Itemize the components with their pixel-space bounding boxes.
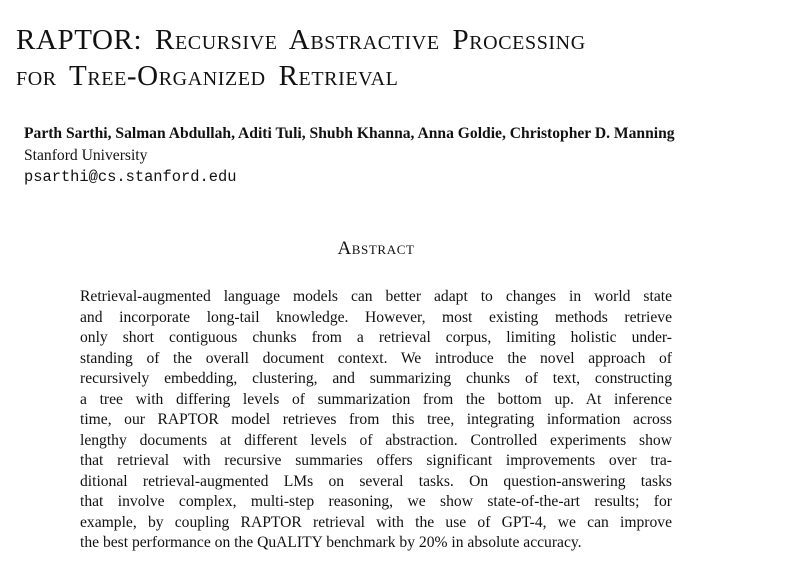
paper-title (16, 22, 786, 94)
affiliation: Stanford University (24, 147, 148, 164)
abstract-line: time, our RAPTOR model retrieves from this tree, integrating information across (80, 411, 672, 428)
abstract-line: and incorporate long-tail knowledge. However, most existing methods retrieve (80, 308, 672, 326)
title-line-2: for Tree-Organized Retrieval (16, 60, 399, 92)
abstract-line: the best performance on the QuALITY benchmark by 20% in absolute accuracy. (80, 534, 582, 551)
abstract-line: recursively embedding, clustering, and summarizing chunks of text, constructing (80, 370, 672, 387)
abstract-line: example, by coupling RAPTOR retrieval with the use of GPT-4, we can improve (80, 513, 672, 531)
abstract-line: ditional retrieval-augmented LMs on several tasks. On question-answering tasks (80, 472, 672, 490)
abstract-line: that involve complex, multi-step reasoning, we show state-of-the-art results; for (80, 493, 672, 510)
abstract-heading: Abstract (337, 238, 415, 259)
abstract-line: lengthy documents at different levels of abstraction. Controlled experiments show (80, 431, 672, 449)
author-email: psarthi@cs.stanford.edu (24, 168, 237, 186)
abstract-line: only short contiguous chunks from a retrieval corpus, limiting holistic under- (80, 329, 672, 346)
author-list: Parth Sarthi, Salman Abdullah, Aditi Tuli, Shubh Khanna, Anna Goldie, Christopher D. Manning (24, 125, 675, 142)
abstract-line: standing of the overall document context. We introduce the novel approach of (80, 349, 672, 367)
abstract-line: that retrieval with recursive summaries offers significant improvements over tra- (80, 452, 672, 469)
title-line-1: RAPTOR: Recursive Abstractive Processing (16, 24, 586, 56)
abstract-line: Retrieval-augmented language models can better adapt to changes in world state (80, 288, 672, 305)
abstract-line: a tree with differing levels of summarization from the bottom up. At inference (80, 390, 672, 408)
abstract-body (80, 287, 672, 554)
